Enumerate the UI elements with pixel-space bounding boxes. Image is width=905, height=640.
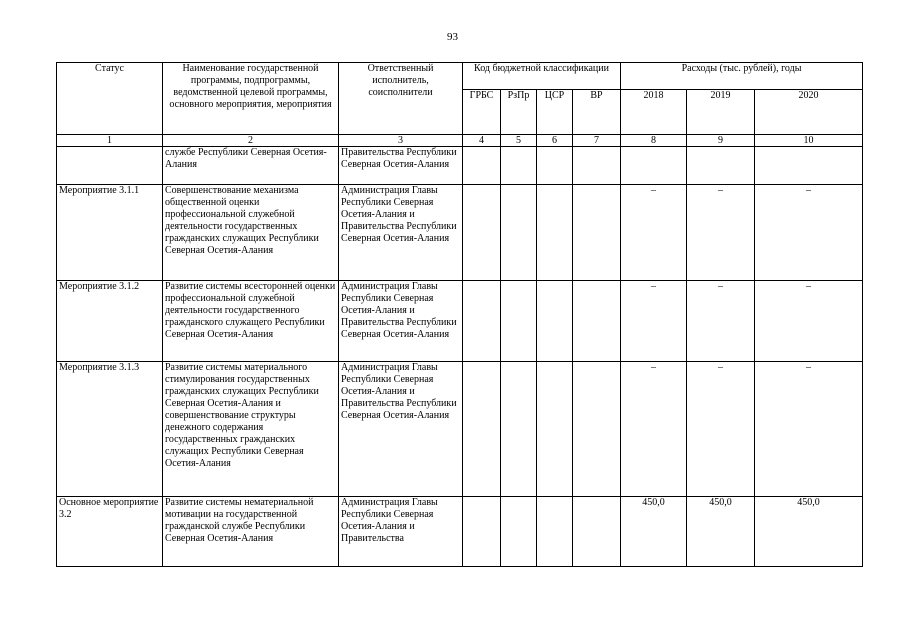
row-grbs bbox=[463, 185, 501, 281]
column-number: 2 bbox=[163, 135, 339, 147]
column-number-row bbox=[57, 135, 863, 147]
row-grbs bbox=[463, 281, 501, 362]
row-executor: Правительства Республики Северная Осетия-Алания bbox=[339, 147, 463, 185]
row-2020: 450,0 bbox=[755, 497, 863, 567]
column-number: 6 bbox=[537, 135, 573, 147]
row-2019: 450,0 bbox=[687, 497, 755, 567]
row-status bbox=[57, 147, 163, 185]
header-expenses: Расходы (тыс. рублей), годы bbox=[621, 63, 863, 90]
row-vr bbox=[573, 281, 621, 362]
row-executor: Администрация Главы Республики Северная Осетия-Алания и Правительства Республики Северная Осетия-Алания bbox=[339, 362, 463, 497]
header-executor: Ответственный исполнитель, соисполнители bbox=[339, 63, 463, 135]
header-status: Статус bbox=[57, 63, 163, 135]
header-year-2019: 2019 bbox=[687, 90, 755, 135]
table-row bbox=[57, 147, 863, 185]
header-name: Наименование государственной программы, подпрограммы, ведомственной целевой программы, основного мероприятия, мероприятия bbox=[163, 63, 339, 135]
budget-table bbox=[56, 62, 863, 567]
row-2020: – bbox=[755, 281, 863, 362]
header-rzpr: РзПр bbox=[501, 90, 537, 135]
row-name: Развитие системы нематериальной мотивации на государственной гражданской службе Республики Северная Осетия-Алания bbox=[163, 497, 339, 567]
header-csr: ЦСР bbox=[537, 90, 573, 135]
column-number: 7 bbox=[573, 135, 621, 147]
row-csr bbox=[537, 497, 573, 567]
row-csr bbox=[537, 281, 573, 362]
row-rzpr bbox=[501, 147, 537, 185]
row-2018 bbox=[621, 147, 687, 185]
column-number: 4 bbox=[463, 135, 501, 147]
row-status: Основное мероприятие 3.2 bbox=[57, 497, 163, 567]
table-row bbox=[57, 185, 863, 281]
row-name: службе Республики Северная Осетия-Алания bbox=[163, 147, 339, 185]
row-2018: – bbox=[621, 281, 687, 362]
row-executor: Администрация Главы Республики Северная Осетия-Алания и Правительства bbox=[339, 497, 463, 567]
row-2018: 450,0 bbox=[621, 497, 687, 567]
row-csr bbox=[537, 362, 573, 497]
table-row bbox=[57, 497, 863, 567]
header-vr: ВР bbox=[573, 90, 621, 135]
row-status: Мероприятие 3.1.3 bbox=[57, 362, 163, 497]
row-executor: Администрация Главы Республики Северная Осетия-Алания и Правительства Республики Северная Осетия-Алания bbox=[339, 185, 463, 281]
row-2020: – bbox=[755, 362, 863, 497]
row-name: Развитие системы материального стимулирования государственных гражданских служащих Республики Северная Осетия-Алания и совершенствование структуры денежного содержания государственных гражданских служащих Республики Северная Осетия-Алания bbox=[163, 362, 339, 497]
column-number: 1 bbox=[57, 135, 163, 147]
page-number: 93 bbox=[447, 31, 458, 43]
row-status: Мероприятие 3.1.1 bbox=[57, 185, 163, 281]
row-name: Совершенствование механизма общественной оценки профессиональной служебной деятельности государственных гражданских служащих Республики Северная Осетия-Алания bbox=[163, 185, 339, 281]
row-2018: – bbox=[621, 185, 687, 281]
header-year-2018: 2018 bbox=[621, 90, 687, 135]
row-vr bbox=[573, 497, 621, 567]
row-grbs bbox=[463, 147, 501, 185]
row-2019: – bbox=[687, 185, 755, 281]
row-vr bbox=[573, 362, 621, 497]
table-row bbox=[57, 362, 863, 497]
column-number: 5 bbox=[501, 135, 537, 147]
row-csr bbox=[537, 147, 573, 185]
column-number: 10 bbox=[755, 135, 863, 147]
header-budget-code: Код бюджетной классификации bbox=[463, 63, 621, 90]
column-number: 9 bbox=[687, 135, 755, 147]
row-2018: – bbox=[621, 362, 687, 497]
row-2019: – bbox=[687, 362, 755, 497]
row-grbs bbox=[463, 497, 501, 567]
row-executor: Администрация Главы Республики Северная Осетия-Алания и Правительства Республики Северная Осетия-Алания bbox=[339, 281, 463, 362]
row-vr bbox=[573, 185, 621, 281]
row-csr bbox=[537, 185, 573, 281]
column-number: 8 bbox=[621, 135, 687, 147]
row-grbs bbox=[463, 362, 501, 497]
table-row bbox=[57, 281, 863, 362]
column-number: 3 bbox=[339, 135, 463, 147]
row-2020: – bbox=[755, 185, 863, 281]
row-2019 bbox=[687, 147, 755, 185]
row-rzpr bbox=[501, 362, 537, 497]
row-rzpr bbox=[501, 281, 537, 362]
header-year-2020: 2020 bbox=[755, 90, 863, 135]
row-name: Развитие системы всесторонней оценки профессиональной служебной деятельности государственного гражданского служащего Республики Северная Осетия-Алания bbox=[163, 281, 339, 362]
row-rzpr bbox=[501, 185, 537, 281]
row-vr bbox=[573, 147, 621, 185]
header-grbs: ГРБС bbox=[463, 90, 501, 135]
row-2020 bbox=[755, 147, 863, 185]
row-status: Мероприятие 3.1.2 bbox=[57, 281, 163, 362]
row-rzpr bbox=[501, 497, 537, 567]
row-2019: – bbox=[687, 281, 755, 362]
